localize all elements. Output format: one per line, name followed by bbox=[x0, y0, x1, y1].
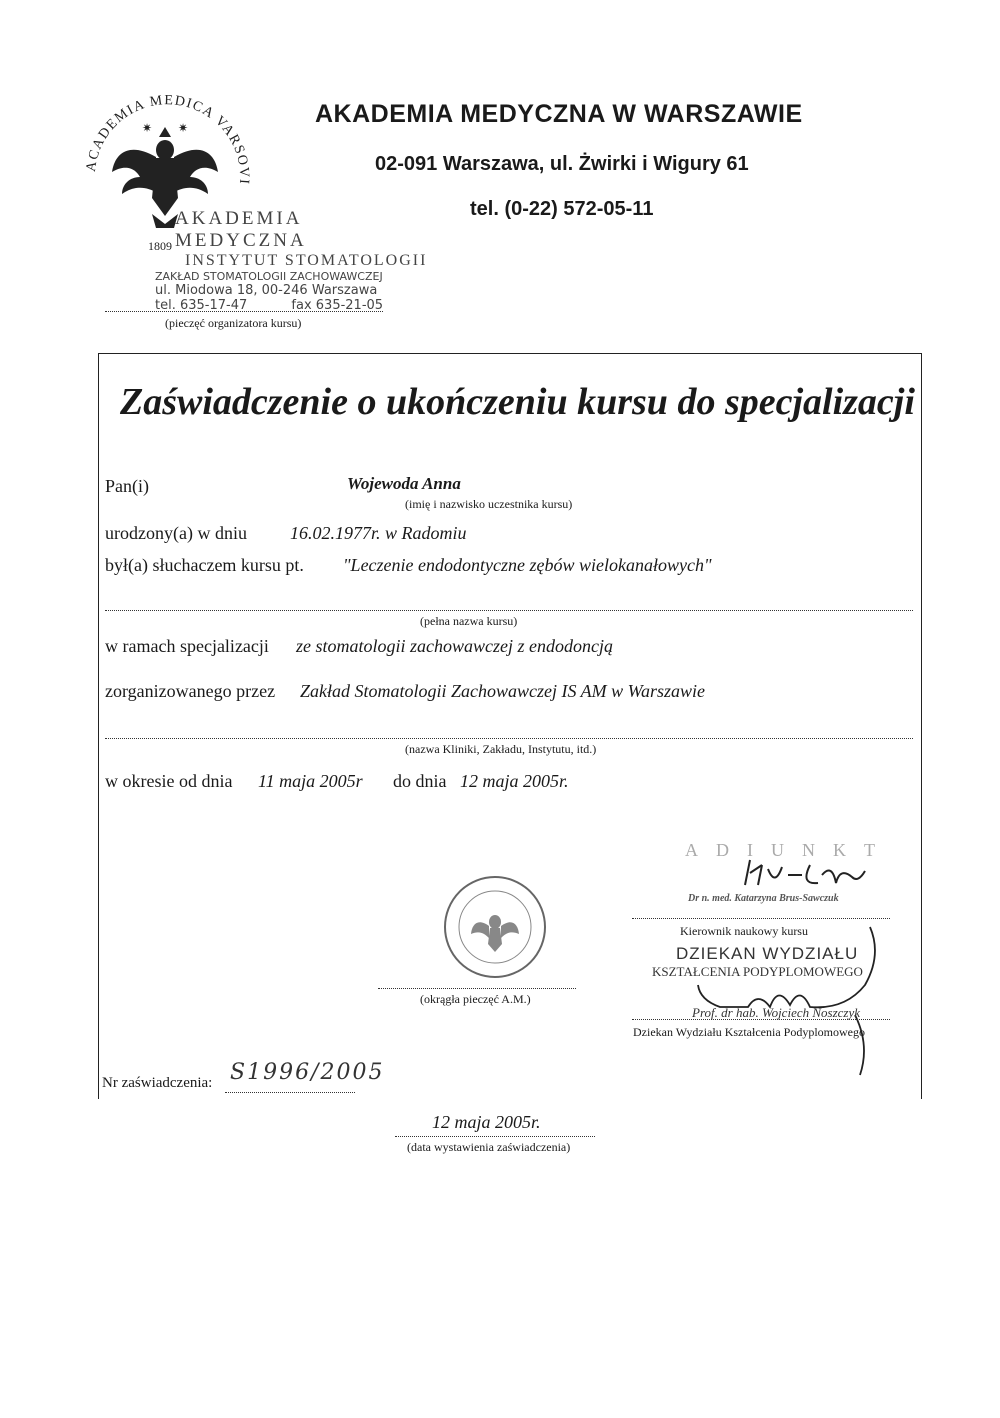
seal-year: 1809 bbox=[148, 239, 172, 253]
organizer-stamp-caption: (pieczęć organizatora kursu) bbox=[165, 316, 302, 330]
number-value: S1996/2005 bbox=[230, 1060, 385, 1085]
institution-phone: tel. (0-22) 572-05-11 bbox=[470, 198, 654, 220]
dean-line bbox=[632, 1019, 890, 1020]
born-label: urodzony(a) w dniu bbox=[105, 523, 247, 543]
org-label: zorganizowanego przez bbox=[105, 681, 276, 701]
period-from: 11 maja 2005r bbox=[258, 771, 363, 791]
kierownik-caption: Kierownik naukowy kursu bbox=[680, 924, 808, 938]
stamp-line-2: INSTYTUT STOMATOLOGII bbox=[185, 252, 428, 269]
small-eagle-icon bbox=[471, 915, 519, 952]
issue-date: 12 maja 2005r. bbox=[432, 1112, 541, 1132]
number-line bbox=[225, 1092, 355, 1093]
course-caption: (pełna nazwa kursu) bbox=[420, 614, 518, 628]
certificate-title: Zaświadczenie o ukończeniu kursu do specjalizacji bbox=[120, 381, 915, 423]
stamp-fax: fax 635-21-05 bbox=[291, 298, 384, 313]
institution-name: AKADEMIA MEDYCZNA W WARSZAWIE bbox=[315, 100, 803, 128]
course-dotted-line bbox=[105, 610, 913, 611]
round-stamp-caption: (okrągła pieczęć A.M.) bbox=[420, 992, 531, 1006]
period-to: 12 maja 2005r. bbox=[460, 771, 569, 791]
born-value: 16.02.1977r. w Radomiu bbox=[290, 523, 467, 543]
course-label: był(a) słuchaczem kursu pt. bbox=[105, 555, 304, 575]
participant-caption: (imię i nazwisko uczestnika kursu) bbox=[405, 497, 573, 511]
round-stamp bbox=[440, 872, 550, 982]
institution-address: 02-091 Warszawa, ul. Żwirki i Wigury 61 bbox=[375, 153, 749, 175]
dean-stamp-line-1: DZIEKAN WYDZIAŁU bbox=[676, 944, 859, 963]
round-stamp-line bbox=[378, 988, 576, 989]
adjunct-stamp: ADIUNKT bbox=[685, 840, 893, 860]
dean-name: Prof. dr hab. Wojciech Noszczyk bbox=[692, 1005, 861, 1020]
issue-caption: (data wystawienia zaświadczenia) bbox=[407, 1140, 571, 1154]
stamp-phone: tel. 635-17-47 bbox=[155, 298, 248, 313]
course-value: "Leczenie endodontyczne zębów wielokanałowych" bbox=[343, 555, 712, 575]
number-label: Nr zaświadczenia: bbox=[102, 1075, 213, 1091]
pan-label: Pan(i) bbox=[105, 476, 149, 496]
period-label: w okresie od dnia bbox=[105, 771, 233, 791]
spec-label: w ramach specjalizacji bbox=[105, 636, 269, 656]
issue-date-line bbox=[395, 1136, 595, 1137]
dean-signature bbox=[660, 915, 900, 1090]
stamp-line-4: ul. Miodowa 18, 00-246 Warszawa bbox=[155, 283, 378, 298]
org-dotted-line bbox=[105, 738, 913, 739]
org-value: Zakład Stomatologii Zachowawczej IS AM w Warszawie bbox=[300, 681, 706, 701]
svg-text:✷: ✷ bbox=[142, 121, 153, 135]
org-caption: (nazwa Kliniki, Zakładu, Instytutu, itd.) bbox=[405, 742, 597, 756]
seal-ring-text: ACADEMIA MEDICA VARSOVI bbox=[83, 93, 252, 186]
period-to-label: do dnia bbox=[393, 771, 447, 791]
dean-stamp-line-2: KSZTAŁCENIA PODYPLOMOWEGO bbox=[652, 964, 863, 979]
stamp-line-1: AKADEMIA MEDYCZNA bbox=[175, 208, 307, 251]
participant-name: Wojewoda Anna bbox=[347, 474, 461, 493]
spec-value: ze stomatologii zachowawczej z endodoncją bbox=[296, 636, 613, 656]
organizer-stamp bbox=[155, 208, 440, 313]
organizer-stamp-line bbox=[105, 311, 383, 312]
dean-caption: Dziekan Wydziału Kształcenia Podyplomowego bbox=[633, 1025, 865, 1039]
svg-text:✷: ✷ bbox=[178, 121, 189, 135]
adjunct-name: Dr n. med. Katarzyna Brus-Sawczuk bbox=[688, 893, 839, 904]
stamp-line-3: ZAKŁAD STOMATOLOGII ZACHOWAWCZEJ bbox=[155, 270, 383, 283]
